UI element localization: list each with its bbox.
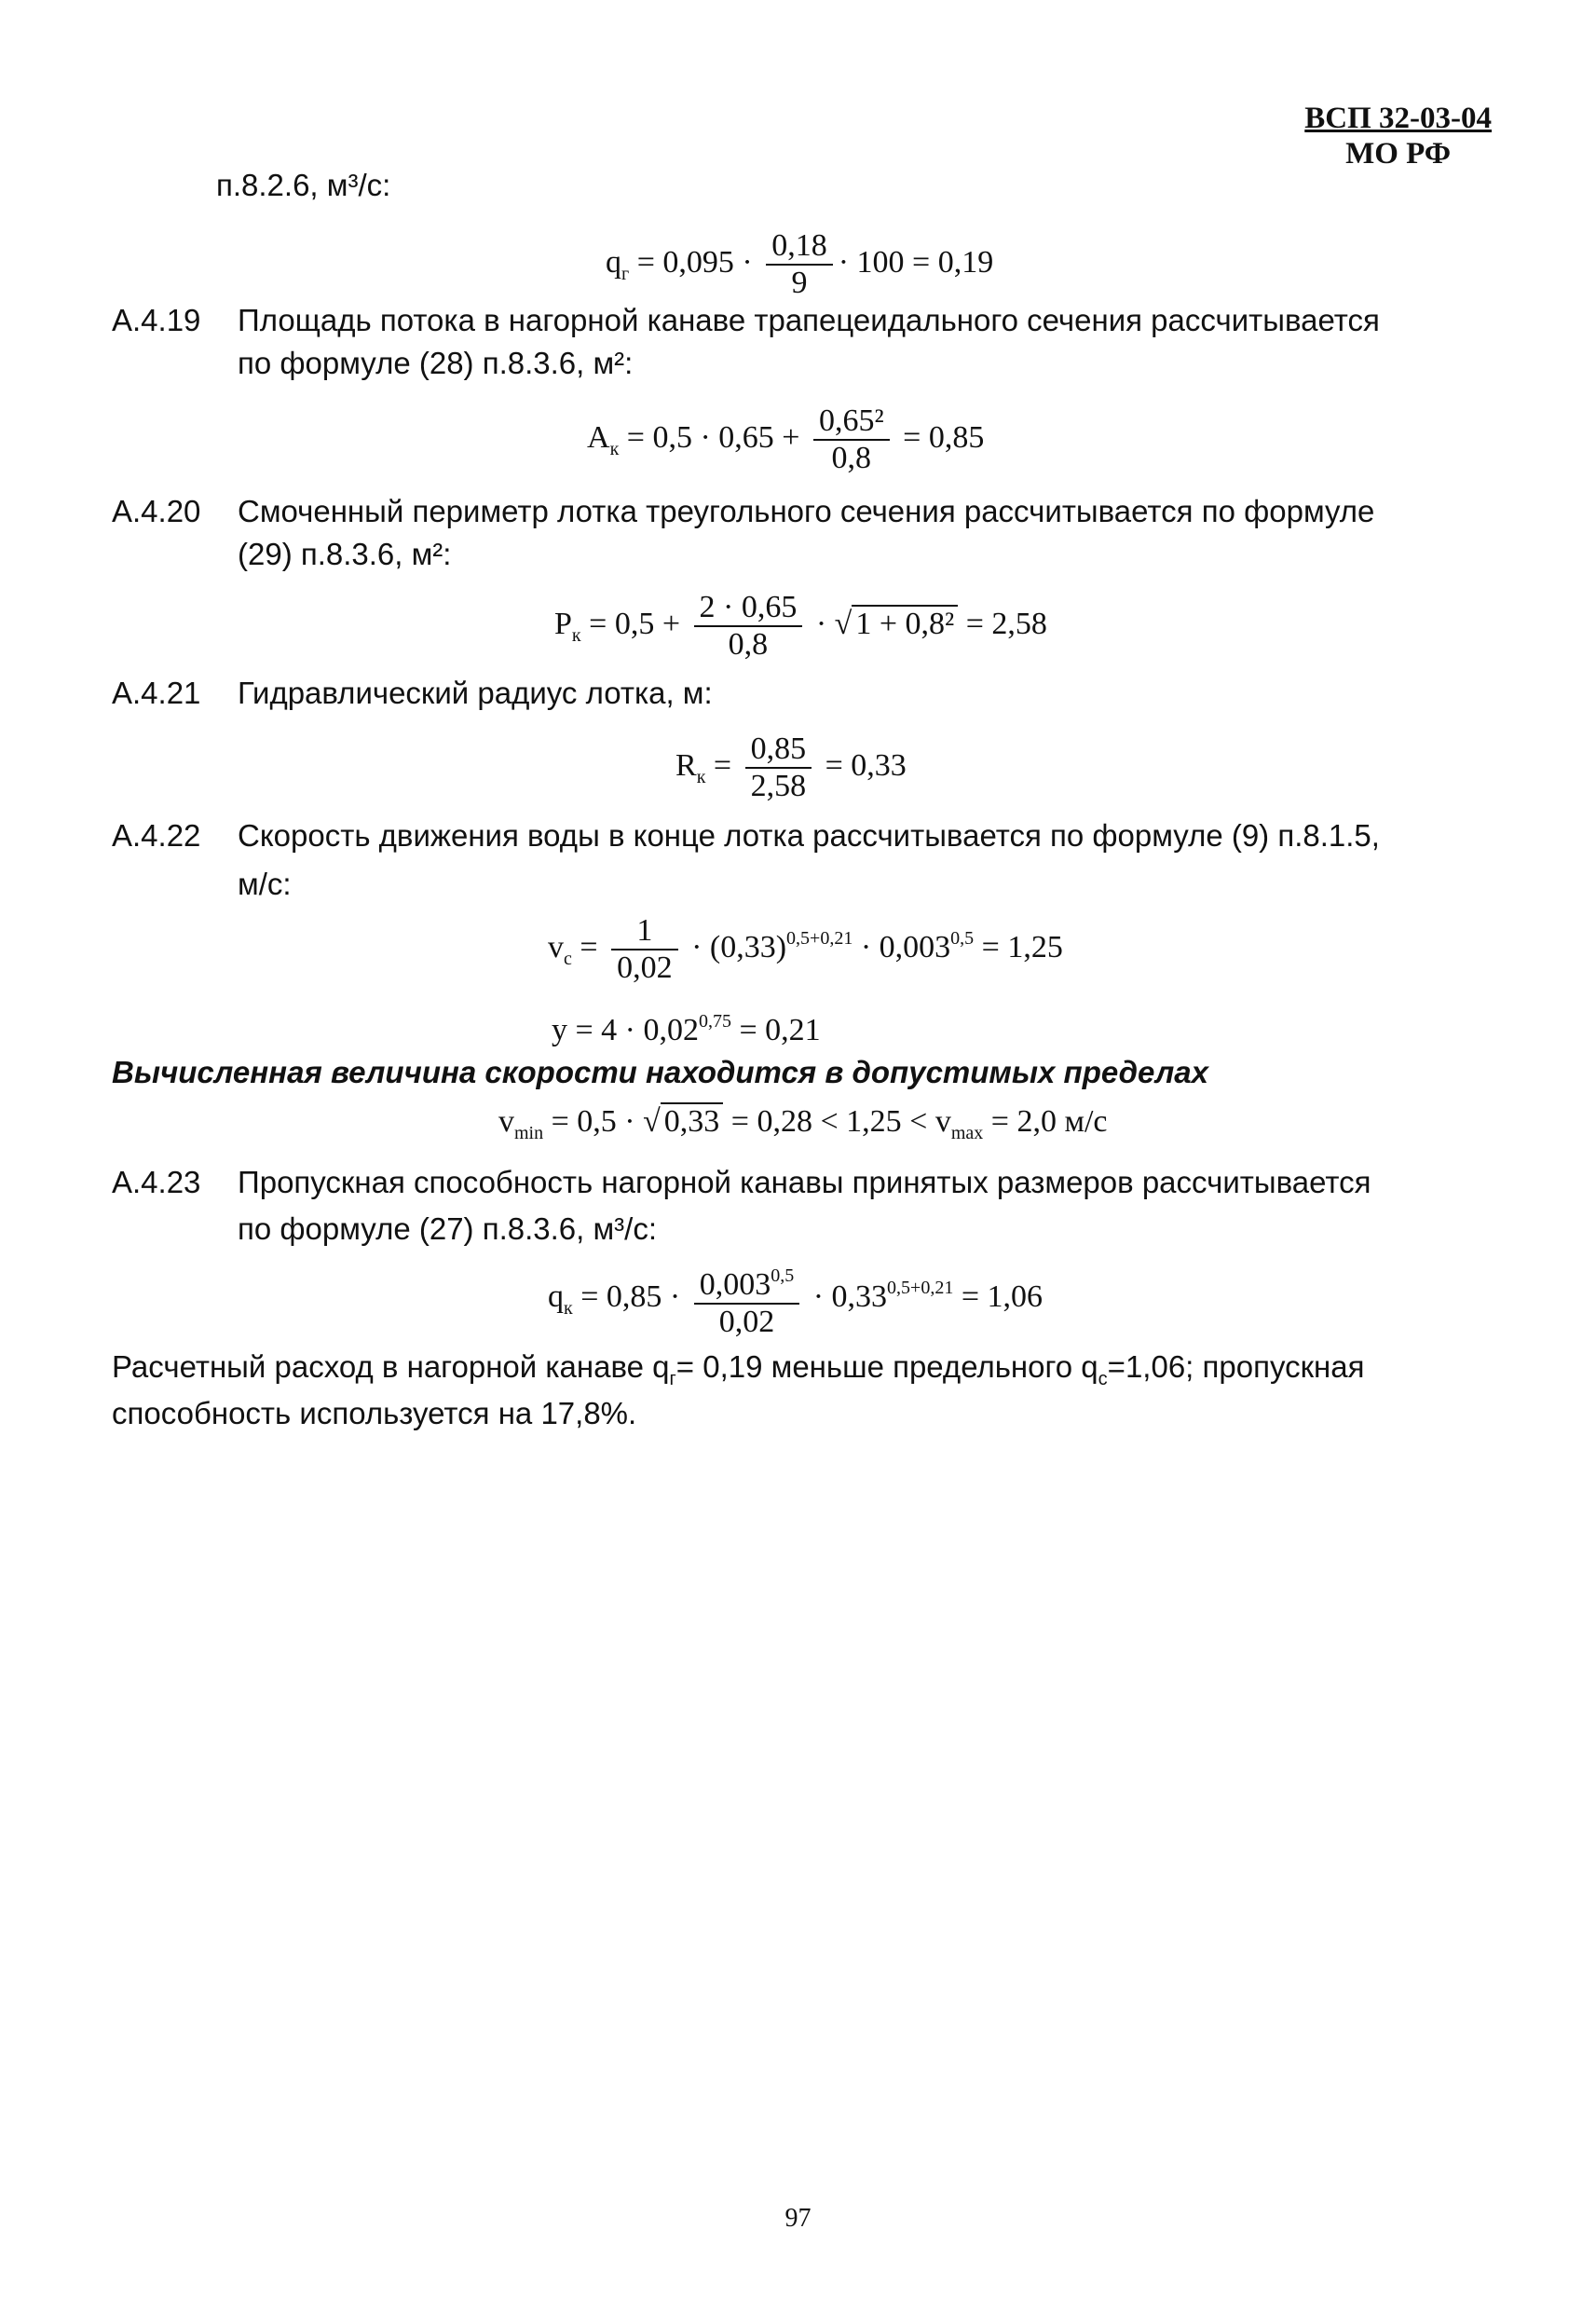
item-number: А.4.23 (112, 1165, 201, 1199)
conclusion-line2: способность используется на 17,8%. (112, 1396, 637, 1430)
item-number: А.4.19 (112, 303, 201, 337)
item-text-line1: Площадь потока в нагорной канаве трапецеидального сечения рассчитывается (238, 303, 1380, 337)
velocity-note: Вычисленная величина скорости находится в допустимых пределах (112, 1055, 1208, 1089)
item-number: А.4.21 (112, 676, 201, 710)
formula-v-c: $v_с$ = $\frac{1}{0,02}$ · $(0,33)^{0,5+0,21} \cdot 0,003^{0,5} = 1,25$ (548, 913, 1063, 985)
item-a420-line2: (29) п.8.3.6, м²: (238, 537, 452, 571)
formula-q-g: $q_г = 0,095$ · $\frac{0,18}{9}$ · 100 = 0,19 (606, 228, 994, 300)
item-text-line1: Пропускная способность нагорной канавы принятых размеров рассчитывается (238, 1165, 1371, 1199)
item-number: А.4.20 (112, 494, 201, 528)
page-number: 97 (784, 2204, 812, 2233)
formula-y: $y = 4 \cdot 0,02^{0,75} = 0,21$ (552, 1011, 821, 1047)
formula-v-range: $v_{min} = 0,5$ · √ $0,33 = 0,28 < 1,25 < v_{max} = 2,0$ м/с (498, 1104, 1108, 1143)
formula-p-k: $P_к = 0,5$ + $\frac{2 \cdot 0,65}{0,8}$ · √ 1 + 0,8² = 2,58 (554, 590, 1047, 662)
item-a422-line2: м/с: (238, 867, 292, 901)
item-text-line1: Гидравлический радиус лотка, м: (238, 676, 713, 710)
formula-q-k: $q_к = 0,85$ · $\frac{0,003^{0,5}}{0,02}$ · $0,33^{0,5+0,21} = 1,06$ (548, 1258, 1043, 1340)
item-text-line1: Смоченный периметр лотка треугольного сечения рассчитывается по формуле (238, 494, 1375, 528)
formula-a-k: $A_к = 0,5 \cdot 0,65$ + $\frac{\text{0,65²}}{0,8}$ = 0,85 (587, 403, 985, 475)
item-number: А.4.22 (112, 818, 201, 853)
conclusion-line1: Расчетный расход в нагорной канаве $q_г= 0,19$ меньше предельного $q_с=1,06$; пропускная (112, 1349, 1365, 1389)
document-organization: МО РФ (1345, 137, 1452, 171)
item-a419-line2: по формуле (28) п.8.3.6, м²: (238, 346, 634, 380)
document-header (1304, 101, 1492, 171)
item-a423-line2: по формуле (27) п.8.3.6, м³/с: (238, 1211, 657, 1246)
intro-text: п.8.2.6, м³/с: (216, 168, 391, 202)
document-code: ВСП 32-03-04 (1304, 102, 1492, 135)
item-text-line1: Скорость движения воды в конце лотка рассчитывается по формуле (9) п.8.1.5, (238, 818, 1380, 853)
formula-r-k: $R_к$ = $\frac{0,85}{2,58}$ = 0,33 (675, 732, 907, 803)
